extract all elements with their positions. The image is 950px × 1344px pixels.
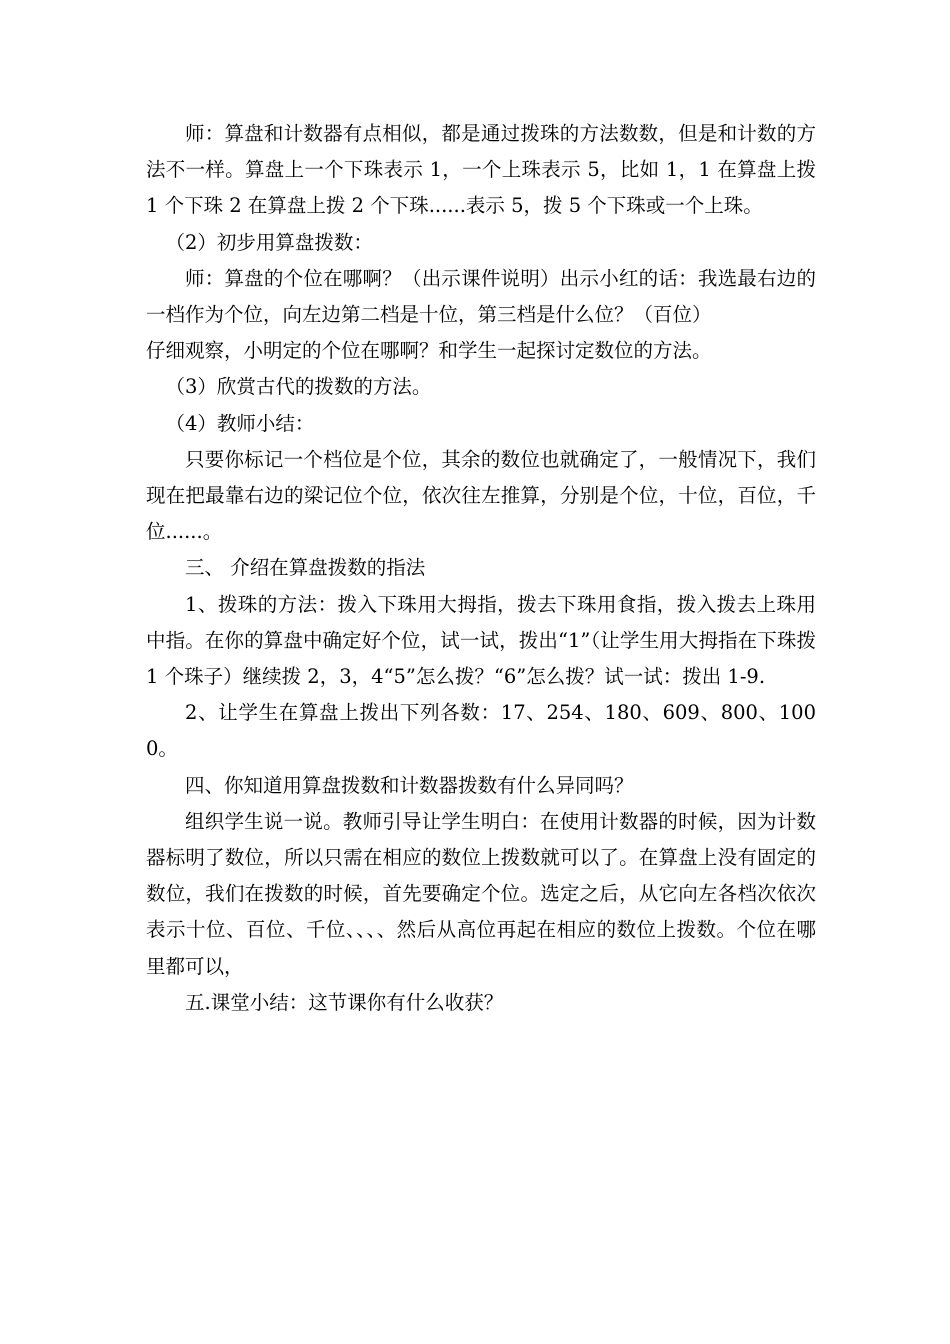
section-3-heading: 三、 介绍在算盘拨数的指法 [185, 556, 426, 580]
paragraph-step-3-heading: （3）欣赏古代的拨数的方法。 [165, 375, 432, 399]
paragraph-step-4-heading: （4）教师小结： [165, 411, 315, 435]
paragraph-summary-places: 只要你标记一个档位是个位，其余的数位也就确定了，一般情况下，我们现在把最靠右边的梁记位个位，依次往左推算，分别是个位，十位，百位，千位......。 [146, 447, 816, 544]
document-body [146, 116, 816, 1021]
paragraph-step-2-heading: （2）初步用算盘拨数： [165, 230, 373, 254]
paragraph-observe: 仔细观察，小明定的个位在哪啊？和学生一起探讨定数位的方法。 [146, 339, 712, 363]
paragraph-teacher-ones-place: 师：算盘的个位在哪啊？（出示课件说明）出示小红的话：我选最右边的一档作为个位，向左边第二档是十位，第三档是什么位？（百位） [146, 266, 816, 327]
paragraph-practice-numbers: 2、让学生在算盘上拨出下列各数：17、254、180、609、800、1000。 [146, 701, 816, 761]
section-5-heading: 五.课堂小结：这节课你有什么收获？ [185, 990, 504, 1014]
paragraph-fingering-method: 1、拨珠的方法：拨入下珠用大拇指，拨去下珠用食指，拨入拨去上珠用中指。在你的算盘中确定好个位，试一试，拨出“1”（让学生用大拇指在下珠拨 1 个珠子）继续拨 2，3，4“5”怎么拨？“6”怎么拨？试一试：拨出 1-9. [146, 592, 816, 689]
paragraph-teacher-abacus-intro: 师：算盘和计数器有点相似，都是通过拨珠的方法数数，但是和计数的方法不一样。算盘上一个下珠表示 1，一个上珠表示 5，比如 1，1 在算盘上拨 1 个下珠 2 在算盘上拨 2 个下珠......表示 5，拨 5 个下珠或一个上珠。 [146, 122, 816, 218]
paragraph-discussion: 组织学生说一说。教师引导让学生明白：在使用计数器的时候，因为计数器标明了数位，所以只需在相应的数位上拨数就可以了。在算盘上没有固定的数位，我们在拨数的时候，首先要确定个位。选定之后，从它向左各档次依次表示十位、百位、千位、、、、然后从高位再起在相应的数位上拨数。个位在哪里都可以， [146, 809, 816, 978]
section-4-heading: 四、你知道用算盘拨数和计数器拨数有什么异同吗？ [185, 773, 634, 797]
